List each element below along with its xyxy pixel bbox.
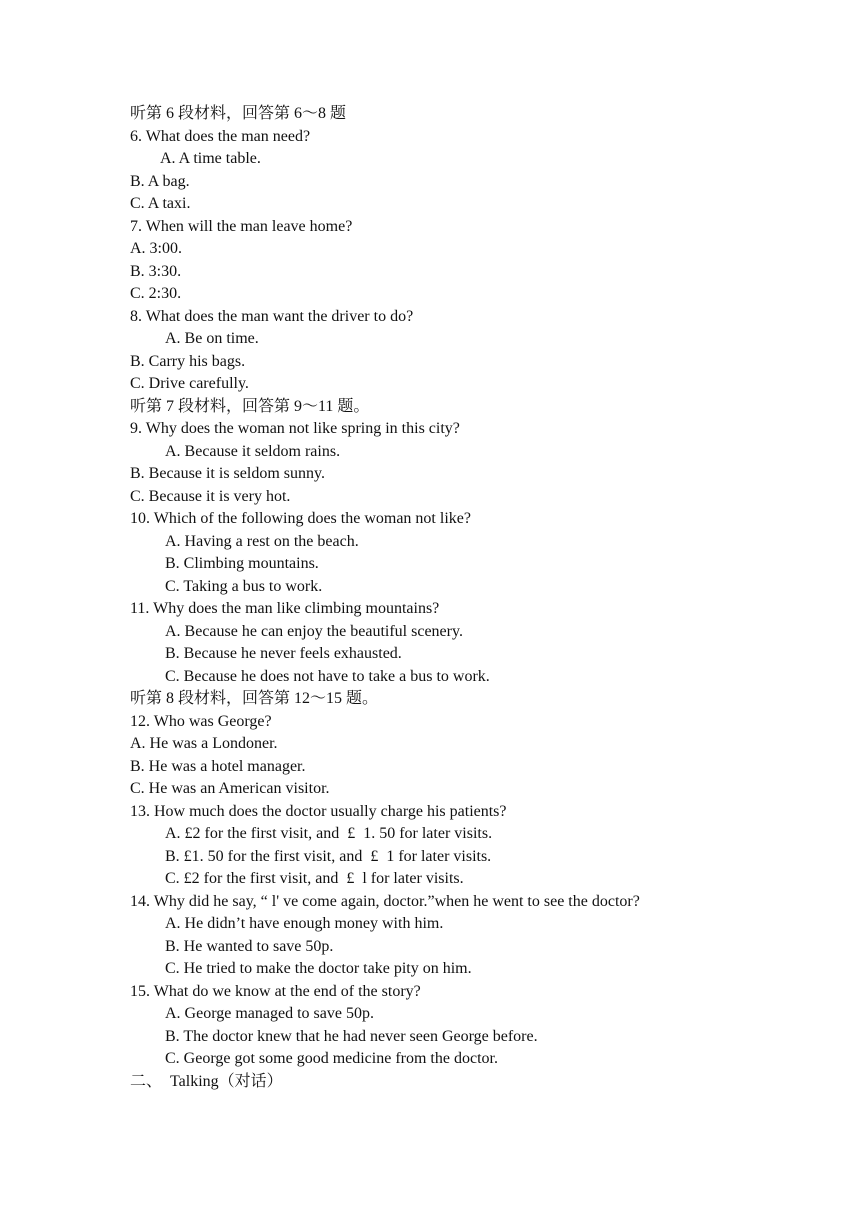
text-line: C. He tried to make the doctor take pity on him. bbox=[165, 960, 472, 977]
text-line: A. He was a Londoner. bbox=[130, 735, 278, 752]
text-line: A. Having a rest on the beach. bbox=[165, 532, 359, 550]
text-line: 8. What does the man want the driver to do? bbox=[130, 307, 414, 325]
text-line: A. A time table. bbox=[160, 150, 261, 167]
text-line: C. A taxi. bbox=[130, 195, 191, 212]
text-line: C. £2 for the first visit, and £ l for later visits. bbox=[165, 870, 464, 887]
text-line: B. He was a hotel manager. bbox=[130, 757, 306, 775]
text-line: B. Climbing mountains. bbox=[165, 555, 319, 572]
text-line: 二、 Talking（对话） bbox=[130, 1072, 283, 1090]
text-line: 13. How much does the doctor usually charge his patients? bbox=[130, 802, 507, 820]
text-line: 10. Which of the following does the woman not like? bbox=[130, 510, 471, 527]
text-line: A. Be on time. bbox=[165, 330, 259, 347]
text-line: B. Carry his bags. bbox=[130, 352, 246, 370]
text-line: B. The doctor knew that he had never seen George before. bbox=[165, 1027, 538, 1045]
text-line: C. Taking a bus to work. bbox=[165, 577, 323, 595]
text-line: C. 2:30. bbox=[130, 285, 182, 302]
text-line: 15. What do we know at the end of the story? bbox=[130, 982, 421, 1000]
text-line: A. He didn’t have enough money with him. bbox=[165, 915, 444, 932]
text-line: A. Because he can enjoy the beautiful scenery. bbox=[165, 622, 463, 640]
text-line: 听第 7 段材料，回答第 9～11 题。 bbox=[130, 397, 370, 415]
text-line: B. He wanted to save 50p. bbox=[165, 937, 334, 955]
text-line: 6. What does the man need? bbox=[130, 127, 311, 145]
text-line: 7. When will the man leave home? bbox=[130, 217, 353, 235]
text-line: 听第 8 段材料，回答第 12～15 题。 bbox=[130, 690, 379, 707]
text-line: C. Drive carefully. bbox=[130, 375, 249, 392]
text-line: C. He was an American visitor. bbox=[130, 780, 330, 797]
text-line: 11. Why does the man like climbing mountains? bbox=[130, 600, 440, 617]
text-line: B. £1. 50 for the first visit, and £ 1 for later visits. bbox=[165, 847, 492, 865]
text-line: 9. Why does the woman not like spring in this city? bbox=[130, 420, 460, 437]
text-line: A. £2 for the first visit, and £ 1. 50 for later visits. bbox=[165, 825, 493, 842]
text-line: A. George managed to save 50p. bbox=[165, 1005, 374, 1022]
text-line: B. Because he never feels exhausted. bbox=[165, 645, 402, 662]
text-line: B. 3:30. bbox=[130, 262, 182, 280]
text-line: C. George got some good medicine from the doctor. bbox=[165, 1050, 498, 1067]
text-line: B. Because it is seldom sunny. bbox=[130, 465, 325, 482]
text-line: 听第 6 段材料，回答第 6～8 题 bbox=[130, 105, 347, 122]
text-line: 14. Why did he say, “ l' ve come again, doctor.”when he went to see the doctor? bbox=[130, 892, 640, 910]
text-line: 12. Who was George? bbox=[130, 712, 272, 730]
text-line: A. Because it seldom rains. bbox=[165, 442, 341, 460]
text-line: B. A bag. bbox=[130, 172, 190, 190]
text-line: A. 3:00. bbox=[130, 240, 182, 257]
text-line: C. Because he does not have to take a bus to work. bbox=[165, 667, 490, 685]
text-line: C. Because it is very hot. bbox=[130, 487, 291, 505]
document-page bbox=[0, 103, 860, 1093]
